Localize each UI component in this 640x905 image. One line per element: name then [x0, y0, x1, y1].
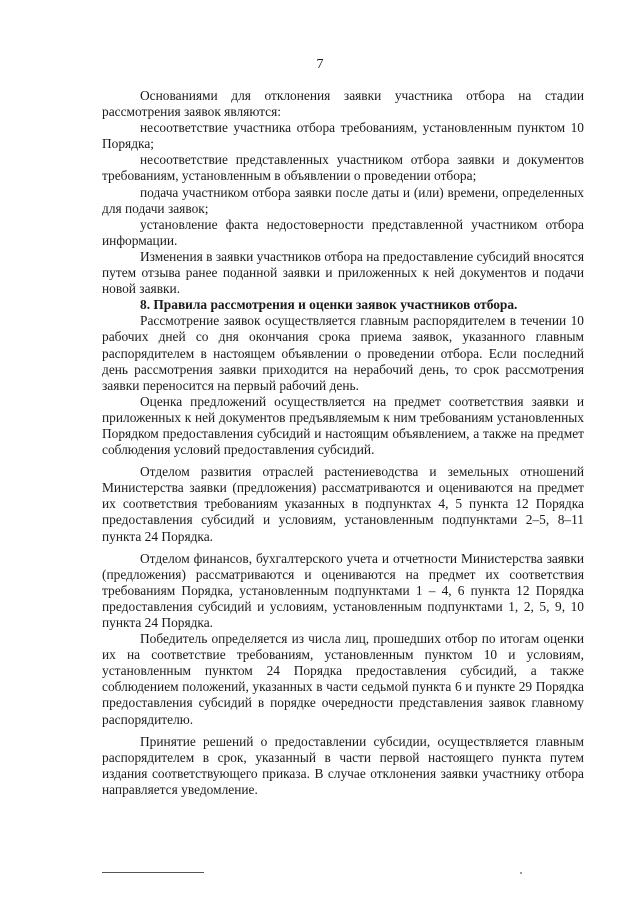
- paragraph-application-changes: Изменения в заявки участников отбора на предоставление субсидий вносятся путем отзыва ранее поданной заявки и приложенных к ней документов и подачи новой заявки.: [102, 248, 584, 297]
- paragraph-evaluation-subject: Оценка предложений осуществляется на предмет соответствия заявки и приложенных к ней документов предъявляемым к ним требованиям установленных Порядком предоставления субсидий и настоящим объявлением, а также на предмет соблюдения условий предоставления субсидий.: [102, 393, 584, 458]
- paragraph-decision: Принятие решений о предоставлении субсидии, осуществляется главным распорядителем в срок, указанный в части первой настоящего пункта путем издания соответствующего приказа. В случае отклонения заявки участнику отбора направляется уведомление.: [102, 733, 584, 797]
- paragraph-late-submission: подача участником отбора заявки после даты и (или) времени, определенных для подачи заявок;: [102, 184, 584, 216]
- page-number: 7: [316, 57, 324, 72]
- paragraph-finance-department: Отделом финансов, бухгалтерского учета и отчетности Министерства заявки (предложения) рассматриваются и оцениваются на предмет их соответствия требованиям Порядка, установленным подпунктами 1 – 4, 6 пункта 12 Порядка предоставления субсидий и условиям, установленным подпунктами 1, 2, 5, 9, 10 пункта 24 Порядка.: [102, 550, 584, 630]
- paragraph-rejection-grounds: Основаниями для отклонения заявки участника отбора на стадии рассмотрения заявок являются:: [102, 88, 584, 120]
- document-body: [102, 88, 584, 798]
- paragraph-crop-department: Отделом развития отраслей растениеводства и земельных отношений Министерства заявки (предложения) рассматриваются и оцениваются на предмет их соответствия требованиям указанных в подпунктах 4, 5 пункта 12 Порядка предоставления субсидий и условиям, установленным подпунктами 2–5, 8–11 пункта 24 Порядка.: [102, 464, 584, 544]
- paragraph-review-period: Рассмотрение заявок осуществляется главным распорядителем в течении 10 рабочих дней со дня окончания срока приема заявок, указанного главным распорядителем в настоящем объявлении о проведении отбора. Если последний день рассмотрения заявки приходится на нерабочий день, то срок рассмотрения заявки переносится на первый рабочий день.: [102, 313, 584, 393]
- footnote-rule: [102, 872, 204, 873]
- paragraph-documents-mismatch: несоответствие представленных участником отбора заявки и документов требованиям, установленным в объявлении о проведении отбора;: [102, 152, 584, 184]
- scan-speck: [520, 872, 522, 874]
- section-heading: 8. Правила рассмотрения и оценки заявок участников отбора.: [140, 297, 518, 313]
- paragraph-requirements-mismatch: несоответствие участника отбора требованиям, установленным пунктом 10 Порядка;: [102, 120, 584, 152]
- paragraph-winner-selection: Победитель определяется из числа лиц, прошедших отбор по итогам оценки их на соответствие требованиям, установленным пунктом 10 и условиям, установленным пунктом 24 Порядка предоставления субсидий, а также соблюдением положений, указанных в части седьмой пункта 6 и пункте 29 Порядка предоставления субсидий в порядке очередности представления заявок главному распорядителю.: [102, 631, 584, 727]
- paragraph-false-information: установление факта недостоверности представленной участником отбора информации.: [102, 216, 584, 248]
